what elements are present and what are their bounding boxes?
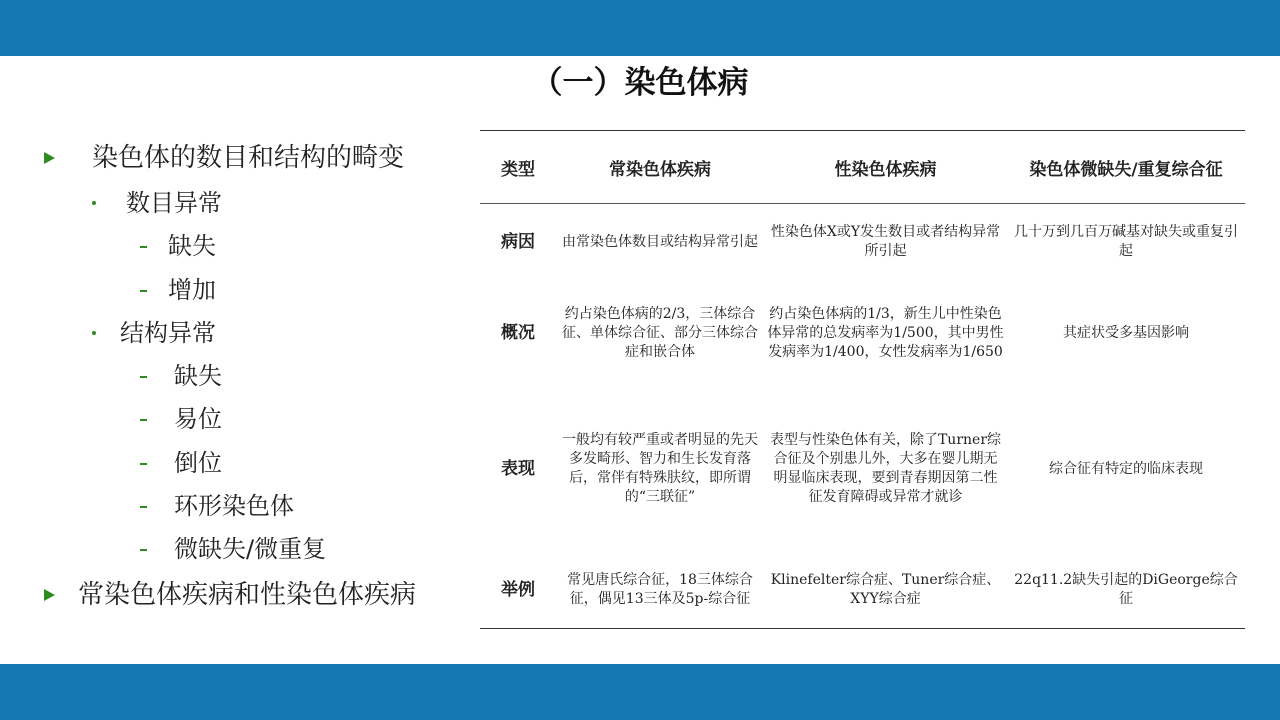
outline-item bbox=[44, 140, 404, 176]
dash-bullet-icon bbox=[140, 358, 147, 378]
outline-item bbox=[140, 228, 216, 264]
bottom-banner bbox=[0, 664, 1280, 720]
arrow-bullet-icon bbox=[44, 140, 55, 164]
table-cell: 约占染色体病的2/3，三体综合征、单体综合征、部分三体综合症和嵌合体 bbox=[562, 305, 758, 360]
row-label: 病因 bbox=[501, 231, 535, 252]
outline-text: 倒位 bbox=[174, 449, 222, 477]
outline-text: 结构异常 bbox=[120, 319, 216, 347]
table-header-row bbox=[480, 131, 1245, 204]
dash-bullet-icon bbox=[140, 488, 147, 508]
outline-text: 缺失 bbox=[168, 232, 216, 260]
dash-bullet-icon bbox=[140, 401, 147, 421]
table-header-cell: 常染色体疾病 bbox=[556, 131, 764, 204]
table-header-cell: 性染色体疾病 bbox=[764, 131, 1007, 204]
outline-item bbox=[92, 185, 222, 221]
outline-text: 增加 bbox=[168, 276, 216, 304]
outline-item bbox=[140, 272, 216, 308]
table-row bbox=[480, 204, 1245, 281]
outline-text: 数目异常 bbox=[126, 189, 222, 217]
top-banner bbox=[0, 0, 1280, 56]
dot-bullet-icon bbox=[92, 315, 96, 335]
arrow-bullet-icon bbox=[44, 577, 55, 601]
table-cell: 综合征有特定的临床表现 bbox=[1049, 460, 1203, 477]
table-row bbox=[480, 280, 1245, 386]
dash-bullet-icon bbox=[140, 228, 147, 248]
outline-text: 染色体的数目和结构的畸变 bbox=[92, 143, 405, 173]
table-cell: 性染色体X或Y发生数目或者结构异常所引起 bbox=[770, 224, 1001, 259]
outline-item bbox=[44, 577, 416, 613]
outline-text: 环形染色体 bbox=[174, 492, 294, 520]
slide-title: （一）染色体病 bbox=[531, 65, 749, 101]
row-label: 表现 bbox=[501, 458, 535, 479]
table-cell: 约占染色体病的1/3，新生儿中性染色体异常的总发病率为1/500，其中男性发病率为1/400，女性发病率为1/650 bbox=[767, 305, 1004, 360]
row-label: 概况 bbox=[501, 322, 535, 343]
outline-text: 易位 bbox=[174, 405, 222, 433]
outline-item bbox=[140, 531, 326, 567]
table-row bbox=[480, 386, 1245, 552]
outline-item bbox=[140, 445, 222, 481]
outline-text: 微缺失/微重复 bbox=[174, 535, 327, 563]
dash-bullet-icon bbox=[140, 531, 147, 551]
outline-text: 缺失 bbox=[174, 362, 222, 390]
dot-bullet-icon bbox=[92, 185, 96, 205]
outline-item bbox=[140, 401, 222, 437]
dash-bullet-icon bbox=[140, 272, 147, 292]
comparison-table bbox=[480, 130, 1245, 629]
outline-item bbox=[140, 488, 294, 524]
table-row bbox=[480, 552, 1245, 629]
outline-item bbox=[140, 358, 222, 394]
table-cell: 由常染色体数目或结构异常引起 bbox=[562, 233, 758, 250]
table-cell: 表型与性染色体有关，除了Turner综合征及个别患儿外，大多在婴儿期无明显临床表现，要到青春期因第二性征发育障碍或异常才就诊 bbox=[769, 432, 1002, 505]
table-cell: 其症状受多基因影响 bbox=[1063, 324, 1189, 341]
table-header-cell: 染色体微缺失/重复综合征 bbox=[1007, 131, 1245, 204]
outline-text: 常染色体疾病和性染色体疾病 bbox=[78, 580, 417, 610]
table-cell: 几十万到几百万碱基对缺失或重复引起 bbox=[1014, 224, 1238, 259]
row-label: 举例 bbox=[501, 579, 535, 600]
table-cell: 22q11.2缺失引起的DiGeorge综合征 bbox=[1014, 572, 1238, 607]
table-cell: 一般均有较严重或者明显的先天多发畸形、智力和生长发育落后，常伴有特殊肤纹，即所谓的“三联征” bbox=[562, 432, 758, 505]
table-cell: Klinefelter综合症、Tuner综合症、XYY综合症 bbox=[770, 572, 1001, 607]
dash-bullet-icon bbox=[140, 445, 147, 465]
table-header-cell: 类型 bbox=[480, 131, 556, 204]
outline-item bbox=[92, 315, 216, 351]
table-cell: 常见唐氏综合征，18三体综合征，偶见13三体及5p-综合征 bbox=[567, 572, 753, 607]
